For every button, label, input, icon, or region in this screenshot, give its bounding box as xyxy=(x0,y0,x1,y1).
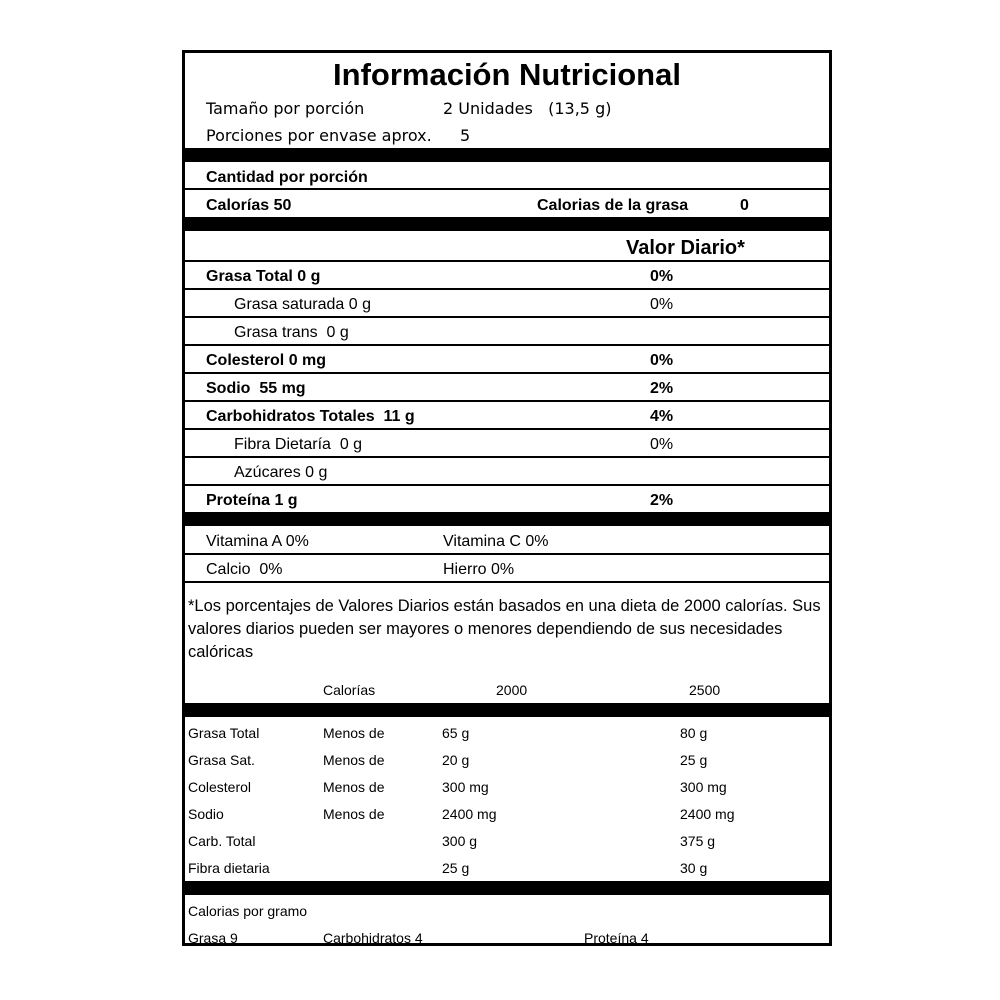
nutrient-name: Proteína 1 g xyxy=(206,492,298,509)
ref-row-qualifier: Menos de xyxy=(323,725,385,741)
nutrient-name: Grasa saturada 0 g xyxy=(234,296,371,313)
footnote: *Los porcentajes de Valores Diarios están basados en una dieta de 2000 calorías. Sus valores diarios pueden ser mayores o menores dependiendo de sus necesidades calóricas xyxy=(188,597,821,661)
iron: Hierro 0% xyxy=(443,561,515,578)
divider xyxy=(185,188,829,190)
ref-row-name: Colesterol xyxy=(188,779,252,795)
thick-divider xyxy=(185,217,829,231)
ref-row-2000: 25 g xyxy=(442,860,470,876)
ref-row-2500: 30 g xyxy=(680,860,708,876)
nutrient-dv: 4% xyxy=(650,408,674,425)
ref-row-qualifier: Menos de xyxy=(323,752,385,768)
ref-header-calories: Calorías xyxy=(323,682,376,698)
calories-per-gram-label: Calorias por gramo xyxy=(188,903,308,919)
amount-per-serving: Cantidad por porción xyxy=(206,169,368,186)
nutrient-name: Colesterol 0 mg xyxy=(206,352,327,369)
thick-divider xyxy=(185,148,829,162)
calories-from-fat-label: Calorias de la grasa xyxy=(537,197,689,214)
ref-header-2500: 2500 xyxy=(689,682,721,698)
vitamin-a: Vitamina A 0% xyxy=(206,533,309,550)
servings-per-container-label: Porciones por envase aprox. xyxy=(206,126,432,145)
ref-row-2500: 375 g xyxy=(680,833,716,849)
panel-title: Información Nutricional xyxy=(333,57,681,92)
ref-row-2000: 300 mg xyxy=(442,779,489,795)
serving-size-value: 2 Unidades (13,5 g) xyxy=(443,99,612,118)
ref-row-qualifier: Menos de xyxy=(323,806,385,822)
calcium: Calcio 0% xyxy=(206,561,283,578)
ref-row-name: Grasa Sat. xyxy=(188,752,255,768)
calories-from-fat-value: 0 xyxy=(740,197,749,214)
nutrient-name: Carbohidratos Totales 11 g xyxy=(206,408,415,425)
nutrient-dv: 0% xyxy=(650,436,674,453)
divider xyxy=(185,260,829,262)
nutrient-name: Grasa Total 0 g xyxy=(206,268,321,285)
nutrient-name: Fibra Dietaría 0 g xyxy=(234,436,363,453)
ref-row-name: Sodio xyxy=(188,806,224,822)
divider xyxy=(185,484,829,486)
nutrient-dv: 0% xyxy=(650,352,674,369)
ref-row-name: Fibra dietaria xyxy=(188,860,270,876)
divider xyxy=(185,344,829,346)
calories: Calorías 50 xyxy=(206,197,292,214)
ref-row-2500: 25 g xyxy=(680,752,708,768)
nutrient-dv: 0% xyxy=(650,296,674,313)
ref-row-2000: 20 g xyxy=(442,752,470,768)
ref-row-2500: 2400 mg xyxy=(680,806,735,822)
divider xyxy=(185,553,829,555)
thick-divider xyxy=(185,512,829,526)
ref-row-qualifier: Menos de xyxy=(323,779,385,795)
ref-row-name: Carb. Total xyxy=(188,833,256,849)
ref-row-2000: 65 g xyxy=(442,725,470,741)
nutrient-name: Sodio 55 mg xyxy=(206,380,306,397)
divider xyxy=(185,456,829,458)
divider xyxy=(185,372,829,374)
nutrient-name: Azúcares 0 g xyxy=(234,464,328,481)
vitamin-c: Vitamina C 0% xyxy=(443,533,549,550)
serving-size-label: Tamaño por porción xyxy=(206,99,365,118)
nutrition-facts-panel xyxy=(182,50,832,946)
divider xyxy=(185,288,829,290)
ref-header-2000: 2000 xyxy=(496,682,528,698)
carbs-per-gram: Carbohidratos 4 xyxy=(323,930,423,946)
ref-row-2500: 80 g xyxy=(680,725,708,741)
nutrient-name: Grasa trans 0 g xyxy=(234,324,349,341)
fat-per-gram: Grasa 9 xyxy=(188,930,238,946)
ref-row-name: Grasa Total xyxy=(188,725,260,741)
daily-value-header: Valor Diario* xyxy=(626,237,745,259)
divider xyxy=(185,428,829,430)
divider xyxy=(185,400,829,402)
servings-per-container-value: 5 xyxy=(460,126,471,145)
divider xyxy=(185,581,829,583)
ref-row-2000: 300 g xyxy=(442,833,478,849)
nutrient-dv: 0% xyxy=(650,268,674,285)
nutrient-dv: 2% xyxy=(650,492,674,509)
ref-row-2000: 2400 mg xyxy=(442,806,497,822)
ref-row-2500: 300 mg xyxy=(680,779,727,795)
protein-per-gram: Proteína 4 xyxy=(584,930,649,946)
divider xyxy=(185,316,829,318)
thick-divider xyxy=(185,881,829,895)
nutrient-dv: 2% xyxy=(650,380,674,397)
thick-divider xyxy=(185,703,829,717)
